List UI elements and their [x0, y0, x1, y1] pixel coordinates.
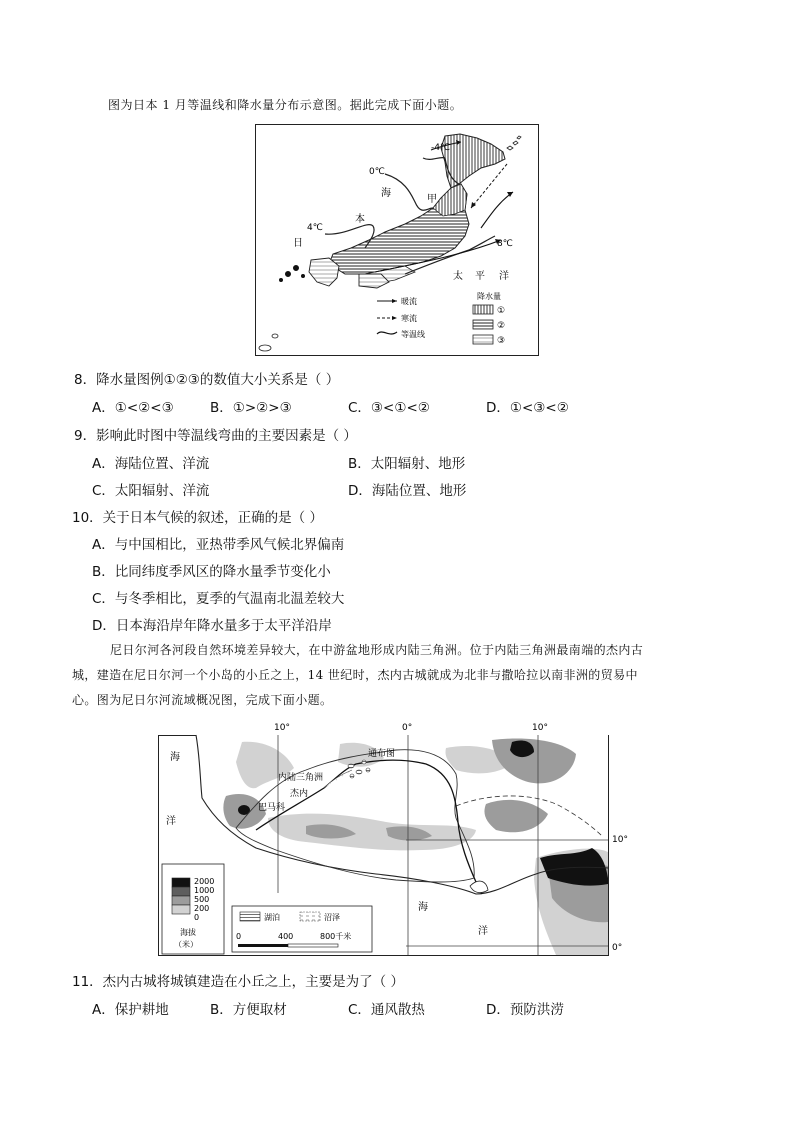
japan-map — [255, 124, 539, 356]
elev-500: 500 — [194, 895, 210, 904]
intro-text-2 — [72, 638, 732, 713]
scale-400: 400 — [278, 932, 294, 941]
ocean-label-yang: 洋 — [499, 271, 509, 282]
isotherm-label-minus4: -4℃ — [431, 143, 451, 153]
q11-stem: 11．杰内古城将城镇建造在小丘之上，主要是为了（ ） — [72, 974, 404, 990]
elev-unit: （米） — [174, 940, 198, 949]
legend-cold-current: 寒流 — [401, 314, 417, 323]
legend-warm-current: 暖流 — [401, 297, 417, 306]
place-label-inner-delta: 内陆三角洲 — [278, 773, 324, 783]
lon-label-0: 0° — [402, 723, 413, 733]
sea-label-left-yang: 洋 — [166, 816, 176, 827]
legend-isotherm: 等温线 — [401, 330, 425, 339]
elev-1000: 1000 — [194, 886, 215, 895]
isotherm-label-0: 0℃ — [369, 167, 385, 177]
isotherm-label-8: 8℃ — [497, 239, 513, 249]
q11-option-b[interactable]: B．方便取材 — [210, 1002, 287, 1018]
q10-option-b[interactable]: B．比同纬度季风区的降水量季节变化小 — [92, 564, 331, 580]
elev-0: 0 — [194, 913, 200, 922]
q11-option-c[interactable]: C．通风散热 — [348, 1002, 425, 1018]
isotherm-label-4: 4℃ — [307, 223, 323, 233]
legend-precip-3: ③ — [497, 336, 506, 346]
lon-label-10e: 10° — [532, 723, 548, 733]
place-label-jia: 甲 — [427, 194, 437, 205]
map2-legend — [232, 906, 372, 952]
intro-text-1: 图为日本 1 月等温线和降水量分布示意图。据此完成下面小题。 — [108, 98, 463, 112]
q8-option-b[interactable]: B．①>②>③ — [210, 400, 292, 416]
niger-river-map — [156, 718, 632, 962]
legend-precip-2: ② — [497, 321, 506, 331]
lat-label-0: 0° — [612, 943, 623, 953]
q9-option-c[interactable]: C．太阳辐射、洋流 — [92, 483, 210, 499]
q10-stem: 10．关于日本气候的叙述，正确的是（ ） — [72, 510, 323, 526]
ocean-label-ping: 平 — [475, 271, 485, 282]
intro-line-2: 城，建造在尼日尔河一个小岛的小丘之上，14 世纪时，杰内古城就成为北非与撒哈拉以南非洲的贸易中 — [72, 668, 638, 682]
sea-label-bottom-hai: 海 — [418, 902, 428, 913]
elev-200: 200 — [194, 904, 210, 913]
q9-option-b[interactable]: B．太阳辐射、地形 — [348, 456, 466, 472]
q8-option-d[interactable]: D．①<③<② — [486, 400, 569, 416]
q8-option-a[interactable]: A．①<②<③ — [92, 400, 174, 416]
legend-precip-1: ① — [497, 306, 506, 316]
elev-title: 海拔 — [180, 928, 196, 937]
q11-option-d[interactable]: D．预防洪涝 — [486, 1002, 564, 1018]
q10-option-d[interactable]: D．日本海沿岸年降水量多于太平洋沿岸 — [92, 618, 332, 634]
legend-lake: 湖泊 — [264, 913, 280, 922]
legend-precip-title: 降水量 — [477, 292, 501, 301]
scale-800: 800千米 — [320, 932, 352, 941]
intro-line-1: 尼日尔河各河段自然环境差异较大，在中游盆地形成内陆三角洲。位于内陆三角洲最南端的杰内古 — [110, 643, 644, 657]
q8-stem: 8．降水量图例①②③的数值大小关系是（ ） — [74, 372, 340, 388]
sea-label-ben: 本 — [355, 214, 365, 225]
q10-option-a[interactable]: A．与中国相比，亚热带季风气候北界偏南 — [92, 537, 345, 553]
sea-label-left-hai: 海 — [170, 752, 180, 763]
sea-label-hai: 海 — [381, 188, 391, 199]
legend-swamp: 沼泽 — [324, 913, 340, 922]
q8-option-c[interactable]: C．③<①<② — [348, 400, 430, 416]
elevation-legend — [162, 864, 224, 954]
scale-0: 0 — [236, 932, 242, 941]
q9-stem: 9．影响此时图中等温线弯曲的主要因素是（ ） — [74, 428, 357, 444]
q9-option-a[interactable]: A．海陆位置、洋流 — [92, 456, 210, 472]
q9-option-d[interactable]: D．海陆位置、地形 — [348, 483, 467, 499]
ocean-label-tai: 太 — [453, 271, 463, 282]
elev-2000: 2000 — [194, 877, 215, 886]
lon-label-10w: 10° — [274, 723, 290, 733]
lat-label-10n: 10° — [612, 835, 628, 845]
place-label-bamako: 巴马科 — [258, 803, 286, 813]
q10-option-c[interactable]: C．与冬季相比，夏季的气温南北温差较大 — [92, 591, 345, 607]
intro-line-3: 心。图为尼日尔河流域概况图，完成下面小题。 — [72, 693, 333, 707]
place-label-djenne: 杰内 — [290, 789, 309, 799]
place-label-timbuktu: 通布图 — [368, 749, 396, 759]
q11-option-a[interactable]: A．保护耕地 — [92, 1002, 169, 1018]
sea-label-ri: 日 — [293, 238, 303, 249]
sea-label-bottom-yang: 洋 — [478, 926, 488, 937]
